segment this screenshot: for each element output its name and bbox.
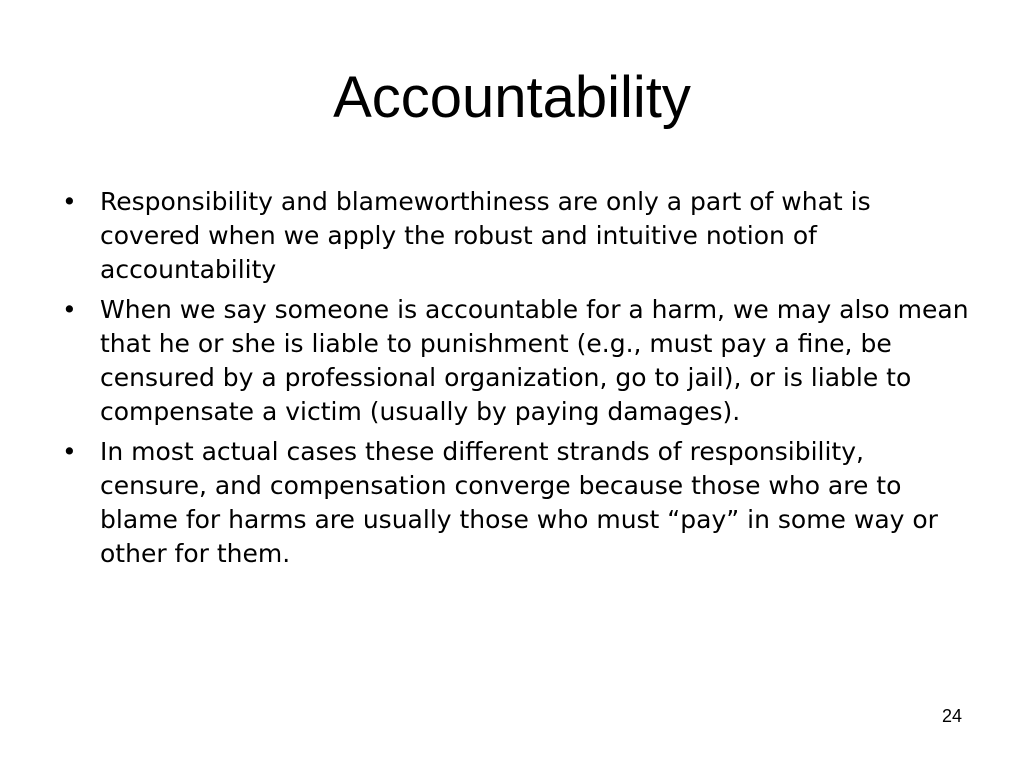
- bullet-marker: •: [62, 437, 77, 466]
- bullet-text: When we say someone is accountable for a harm, we may also mean that he or she is liable to punishment (e.g., must pay a fine, be censured by a professional organization, go to jail), or is liable to compensate a victim (usually by paying damages).: [100, 295, 969, 426]
- bullet-list: [60, 185, 975, 577]
- bullet-item: [60, 293, 975, 429]
- page-number: 24: [941, 706, 962, 726]
- slide-title: Accountability: [333, 65, 691, 130]
- bullet-text: Responsibility and blameworthiness are only a part of what is covered when we apply the robust and intuitive notion of accountability: [100, 187, 871, 284]
- bullet-item: [60, 185, 975, 287]
- bullet-text: In most actual cases these different strands of responsibility, censure, and compensation converge because those who are to blame for harms are usually those who must “pay” in some way or other for them.: [100, 437, 938, 568]
- bullet-marker: •: [62, 187, 77, 216]
- bullet-marker: •: [62, 295, 77, 324]
- bullet-item: [60, 435, 975, 571]
